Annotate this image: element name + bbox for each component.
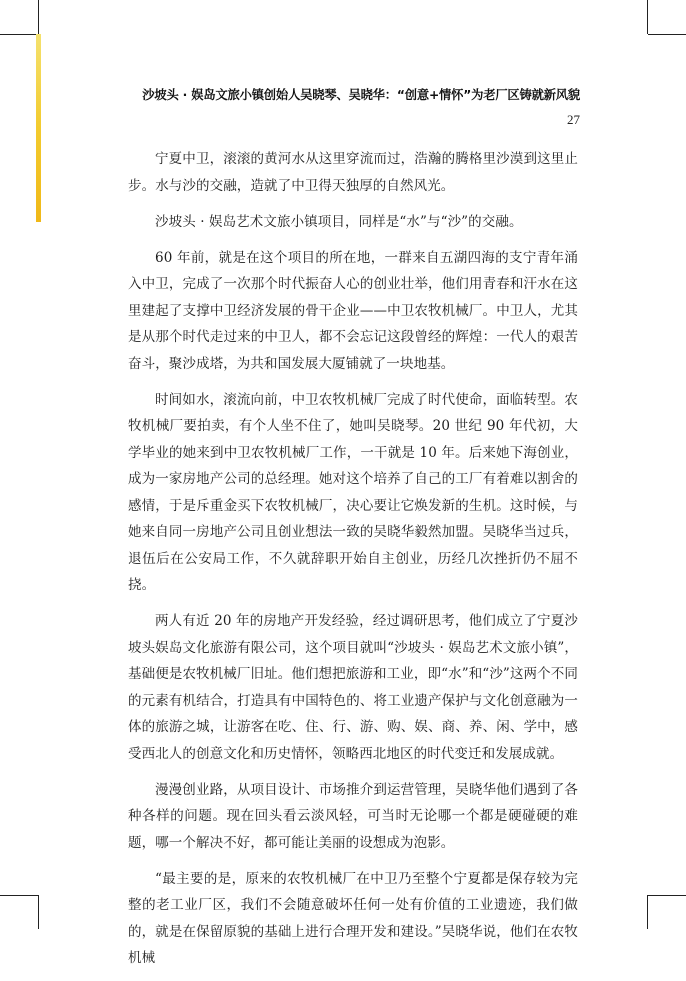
crop-mark-bottom-right-vertical <box>647 895 648 929</box>
paragraph: 时间如水，滚流向前，中卫农牧机械厂完成了时代使命，面临转型。农牧机械厂要拍卖，有个人坐不住了，她叫吴晓琴。20 世纪 90 年代初，大学毕业的她来到中卫农牧机械厂工作，一干就是 10 年。后来她下海创业，成为一家房地产公司的总经理。她对这个培养了自己的工厂有着难以割舍的感情，于是斥重金买下农牧机械厂，决心要让它焕发新的生机。这时候，与她来自同一房地产公司且创业想法一致的吴晓华毅然加盟。吴晓华当过兵，退伍后在公安局工作，不久就辞职开始自主创业，历经几次挫折仍不屈不挠。 <box>128 391 578 593</box>
crop-mark-top-left-vertical <box>38 0 39 34</box>
crop-mark-bottom-left-horizontal <box>0 895 38 896</box>
paragraph: 60 年前，就是在这个项目的所在地，一群来自五湖四海的支宁青年涌入中卫，完成了一次那个时代振奋人心的创业壮举，他们用青春和汗水在这里建起了支撑中卫经济发展的骨干企业——中卫农牧机械厂。中卫人，尤其是从那个时代走过来的中卫人，都不会忘记这段曾经的辉煌：一代人的艰苦奋斗，聚沙成塔，为共和国发展大厦铺就了一块地基。 <box>128 249 578 372</box>
article-body <box>128 146 578 981</box>
crop-mark-bottom-right-horizontal <box>648 895 686 896</box>
paragraph: 漫漫创业路，从项目设计、市场推介到运营管理，吴晓华他们遇到了各种各样的问题。现在回头看云淡风轻，可当时无论哪一个都是硬碰硬的难题，哪一个解决不好，都可能让美丽的设想成为泡影。 <box>128 781 578 851</box>
crop-mark-top-right-vertical <box>647 0 648 34</box>
crop-mark-bottom-left-vertical <box>38 895 39 929</box>
decorative-color-strip <box>36 34 41 222</box>
running-header-title: 沙坡头 · 娱岛文旅小镇创始人吴晓琴、吴晓华：“创意+情怀”为老厂区铸就新风貌 <box>142 88 580 102</box>
crop-mark-top-right-horizontal <box>648 34 686 35</box>
paragraph: “最主要的是，原来的农牧机械厂在中卫乃至整个宁夏都是保存较为完整的老工业厂区，我们不会随意破坏任何一处有价值的工业遗迹，我们做的，就是在保留原貌的基础上进行合理开发和建设。”吴晓华说，他们在农牧机械 <box>128 870 578 966</box>
paragraph: 两人有近 20 年的房地产开发经验，经过调研思考，他们成立了宁夏沙坡头娱岛文化旅游有限公司，这个项目就叫“沙坡头 · 娱岛艺术文旅小镇”，基础便是农牧机械厂旧址。他们想把旅游和工业，即“水”和“沙”这两个不同的元素有机结合，打造具有中国特色的、将工业遗产保护与文化创意融为一体的旅游之城，让游客在吃、住、行、游、购、娱、商、养、闲、学中，感受西北人的创意文化和历史情怀，领略西北地区的时代变迁和发展成就。 <box>128 613 578 762</box>
crop-mark-top-left-horizontal <box>0 34 38 35</box>
paragraph: 宁夏中卫，滚滚的黄河水从这里穿流而过，浩瀚的腾格里沙漠到这里止步。水与沙的交融，造就了中卫得天独厚的自然风光。 <box>128 151 578 194</box>
paragraph: 沙坡头 · 娱岛艺术文旅小镇项目，同样是“水”与“沙”的交融。 <box>155 213 523 230</box>
page-number: 27 <box>567 112 580 127</box>
